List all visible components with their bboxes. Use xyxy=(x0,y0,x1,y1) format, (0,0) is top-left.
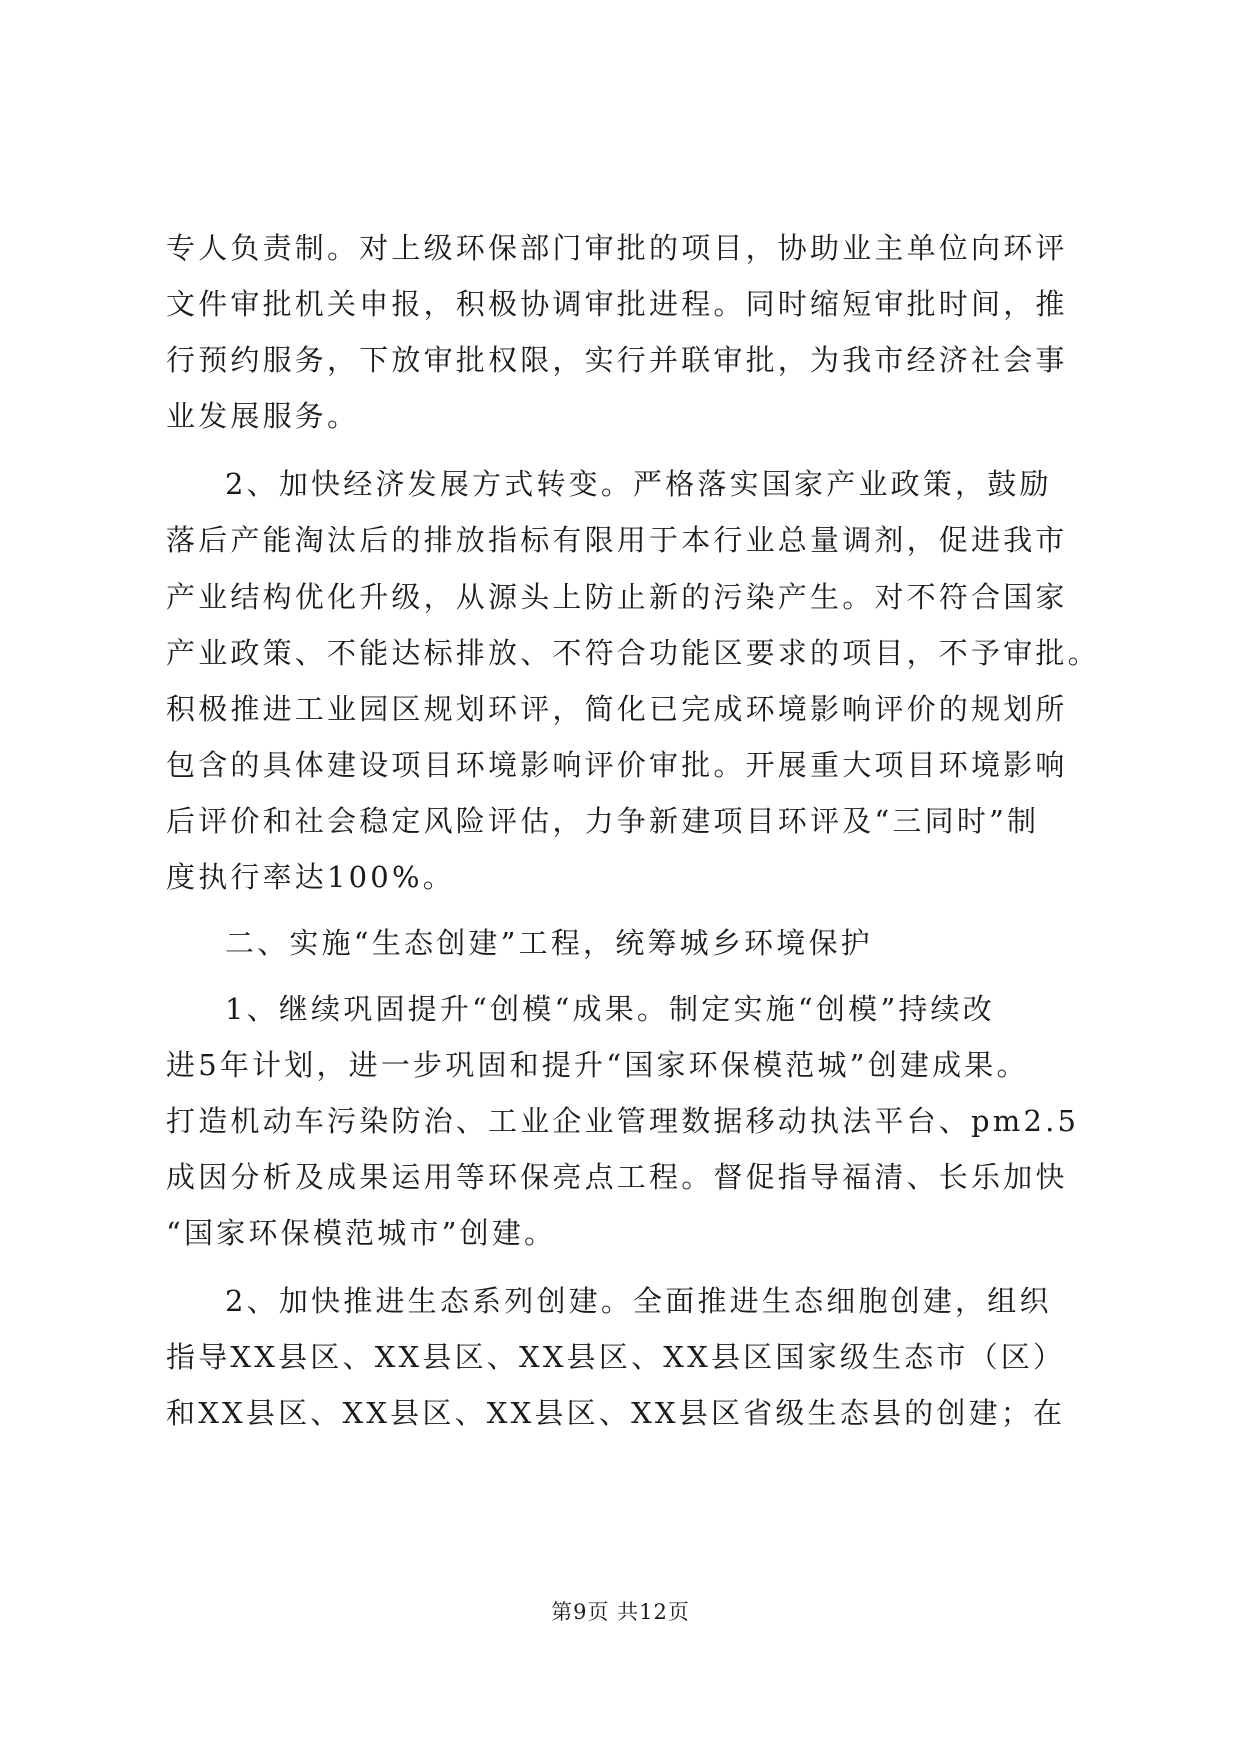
paragraph-first-line: 2、加快推进生态系列创建。全面推进生态细胞创建，组织 xyxy=(225,1284,1052,1318)
text-line: 指导XX县区、XX县区、XX县区、XX县区国家级生态市（区） xyxy=(166,1340,1066,1374)
text-line: 行预约服务，下放审批权限，实行并联审批，为我市经济社会事 xyxy=(166,343,1068,377)
text-line: 落后产能淘汰后的排放指标有限用于本行业总量调剂，促进我市 xyxy=(166,523,1068,557)
text-line: 打造机动车污染防治、工业企业管理数据移动执法平台、pm2.5 xyxy=(166,1104,1080,1138)
text-line: 专人负责制。对上级环保部门审批的项目，协助业主单位向环评 xyxy=(166,231,1068,265)
text-line: 产业结构优化升级，从源头上防止新的污染产生。对不符合国家 xyxy=(166,580,1068,614)
paragraph-first-line: 2、加快经济发展方式转变。严格落实国家产业政策，鼓励 xyxy=(225,467,1052,501)
text-line: 进5年计划，进一步巩固和提升“国家环保模范城”创建成果。 xyxy=(166,1048,1029,1082)
section-heading: 二、实施“生态创建”工程，统筹城乡环境保护 xyxy=(225,926,873,960)
text-line: 产业政策、不能达标排放、不符合功能区要求的项目，不予审批。 xyxy=(166,636,1100,670)
text-line: “国家环保模范城市”创建。 xyxy=(166,1216,557,1250)
text-line: 积极推进工业园区规划环评，简化已完成环境影响评价的规划所 xyxy=(166,692,1068,726)
text-line: 包含的具体建设项目环境影响评价审批。开展重大项目环境影响 xyxy=(166,748,1068,782)
paragraph-first-line: 1、继续巩固提升“创模“成果。制定实施“创模”持续改 xyxy=(225,992,995,1026)
text-line: 文件审批机关申报，积极协调审批进程。同时缩短审批时间，推 xyxy=(166,287,1068,321)
text-line: 业发展服务。 xyxy=(166,399,360,433)
text-line: 成因分析及成果运用等环保亮点工程。督促指导福清、长乐加快 xyxy=(166,1160,1068,1194)
text-line: 和XX县区、XX县区、XX县区、XX县区省级生态县的创建；在 xyxy=(166,1396,1066,1430)
text-line: 度执行率达100%。 xyxy=(166,860,455,894)
page-number-footer: 第9页 共12页 xyxy=(551,1600,690,1624)
text-line: 后评价和社会稳定风险评估，力争新建项目环评及“三同时”制 xyxy=(166,804,1040,838)
